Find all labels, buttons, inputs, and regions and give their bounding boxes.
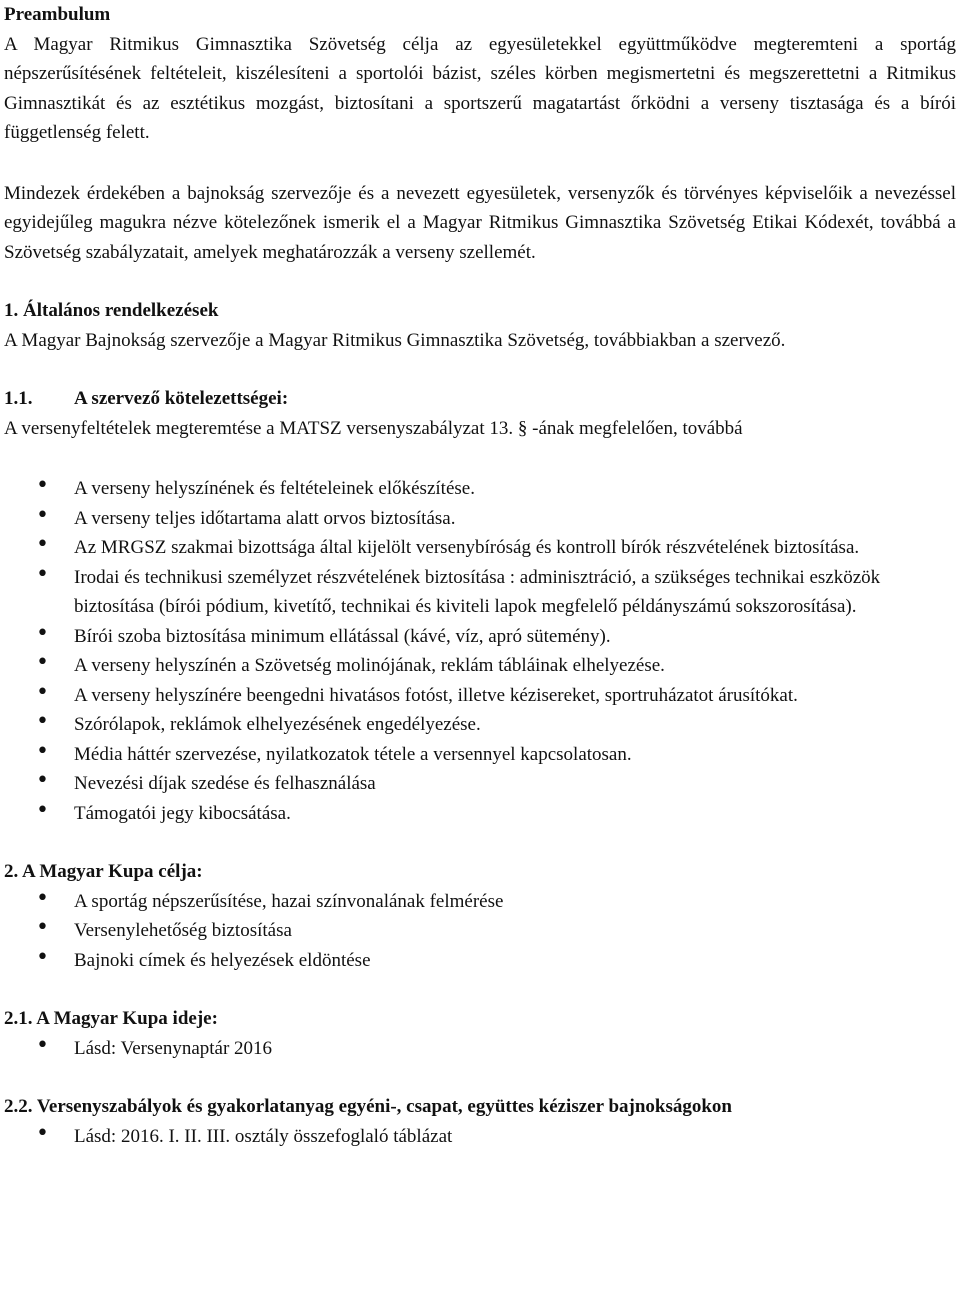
section-1-1-heading: [4, 384, 956, 414]
spacer: [4, 1063, 956, 1092]
spacer: [4, 148, 956, 179]
list-item: • Versenylehetőség biztosítása: [4, 916, 956, 946]
list-item: • A verseny helyszínére beengedni hivatásos fotóst, illetve kézisereket, sportruházatot árusítókat.: [4, 681, 956, 711]
organizer-duties-list: [4, 474, 956, 828]
list-item: • Szórólapok, reklámok elhelyezésének engedélyezése.: [4, 710, 956, 740]
preamble-paragraph-1: A Magyar Ritmikus Gimnasztika Szövetség célja az egyesületekkel együttműködve megteremteni a sportág népszerűsítésének feltételeit, kiszélesíteni a sportolói bázist, széles körben megismertetni és megszerettetni a Ritmikus Gimnasztikát és az esztétikus mozgást, biztosítani a sportszerű magatartást őrködni a verseny tisztasága és a bírói függetlenség felett.: [4, 33, 956, 143]
spacer: [4, 267, 956, 296]
spacer: [4, 828, 956, 857]
list-item: • Az MRGSZ szakmai bizottsága által kijelölt versenybíróság és kontroll bírók részvételének biztosítása.: [4, 533, 956, 563]
spacer: [4, 355, 956, 384]
section-1-1-number: 1.1.: [4, 388, 33, 409]
preamble-heading: Preambulum: [4, 4, 111, 25]
list-item: • Irodai és technikusi személyzet részvételének biztosítása : adminisztráció, a szükséges technikai eszközök biztosítása (bírói pódium, kivetítő, technikai és kiviteli lapok megfelelő példányszámú sokszorosítása).: [4, 563, 956, 622]
list-item: • Lásd: 2016. I. II. III. osztály összefoglaló táblázat: [4, 1122, 956, 1152]
list-item: • A verseny helyszínének és feltételeinek előkészítése.: [4, 474, 956, 504]
list-item: • Bajnoki címek és helyezések eldöntése: [4, 946, 956, 976]
list-item: • A verseny helyszínén a Szövetség molinójának, reklám tábláinak elhelyezése.: [4, 651, 956, 681]
section-2-2-heading: 2.2. Versenyszabályok és gyakorlatanyag egyéni-, csapat, együttes kéziszer bajnokságokon: [4, 1096, 732, 1117]
cup-goals-list: [4, 887, 956, 976]
list-item: • A verseny teljes időtartama alatt orvos biztosítása.: [4, 504, 956, 534]
list-item: • A sportág népszerűsítése, hazai színvonalának felmérése: [4, 887, 956, 917]
list-item: • Bírói szoba biztosítása minimum ellátással (kávé, víz, apró sütemény).: [4, 622, 956, 652]
section-2-heading: 2. A Magyar Kupa célja:: [4, 861, 203, 882]
section-1-heading: 1. Általános rendelkezések: [4, 300, 219, 321]
list-item: • Média háttér szervezése, nyilatkozatok tétele a versennyel kapcsolatosan.: [4, 740, 956, 770]
section-2-1-heading: 2.1. A Magyar Kupa ideje:: [4, 1008, 218, 1029]
cup-date-list: [4, 1034, 956, 1064]
rules-list: [4, 1122, 956, 1152]
spacer: [4, 443, 956, 474]
section-1-paragraph: A Magyar Bajnokság szervezője a Magyar Ritmikus Gimnasztika Szövetség, továbbiakban a szervező.: [4, 329, 786, 351]
section-1-1-title: A szervező kötelezettségei:: [74, 388, 289, 409]
list-item: • Támogatói jegy kibocsátása.: [4, 799, 956, 829]
spacer: [4, 975, 956, 1004]
list-item: • Lásd: Versenynaptár 2016: [4, 1034, 956, 1064]
list-item: • Nevezési díjak szedése és felhasználása: [4, 769, 956, 799]
preamble-paragraph-2: Mindezek érdekében a bajnokság szervezője és a nevezett egyesületek, versenyzők és törvényes képviselőik a nevezéssel egyidejűleg magukra nézve kötelezőnek ismerik el a Magyar Ritmikus Gimnasztika Szövetség Etikai Kódexét, továbbá a Szövetség szabályzatait, amelyek meghatározzák a verseny szellemét.: [4, 182, 956, 263]
section-1-1-intro: A versenyfeltételek megteremtése a MATSZ versenyszabályzat 13. § -ának megfelelően, továbbá: [4, 417, 743, 439]
